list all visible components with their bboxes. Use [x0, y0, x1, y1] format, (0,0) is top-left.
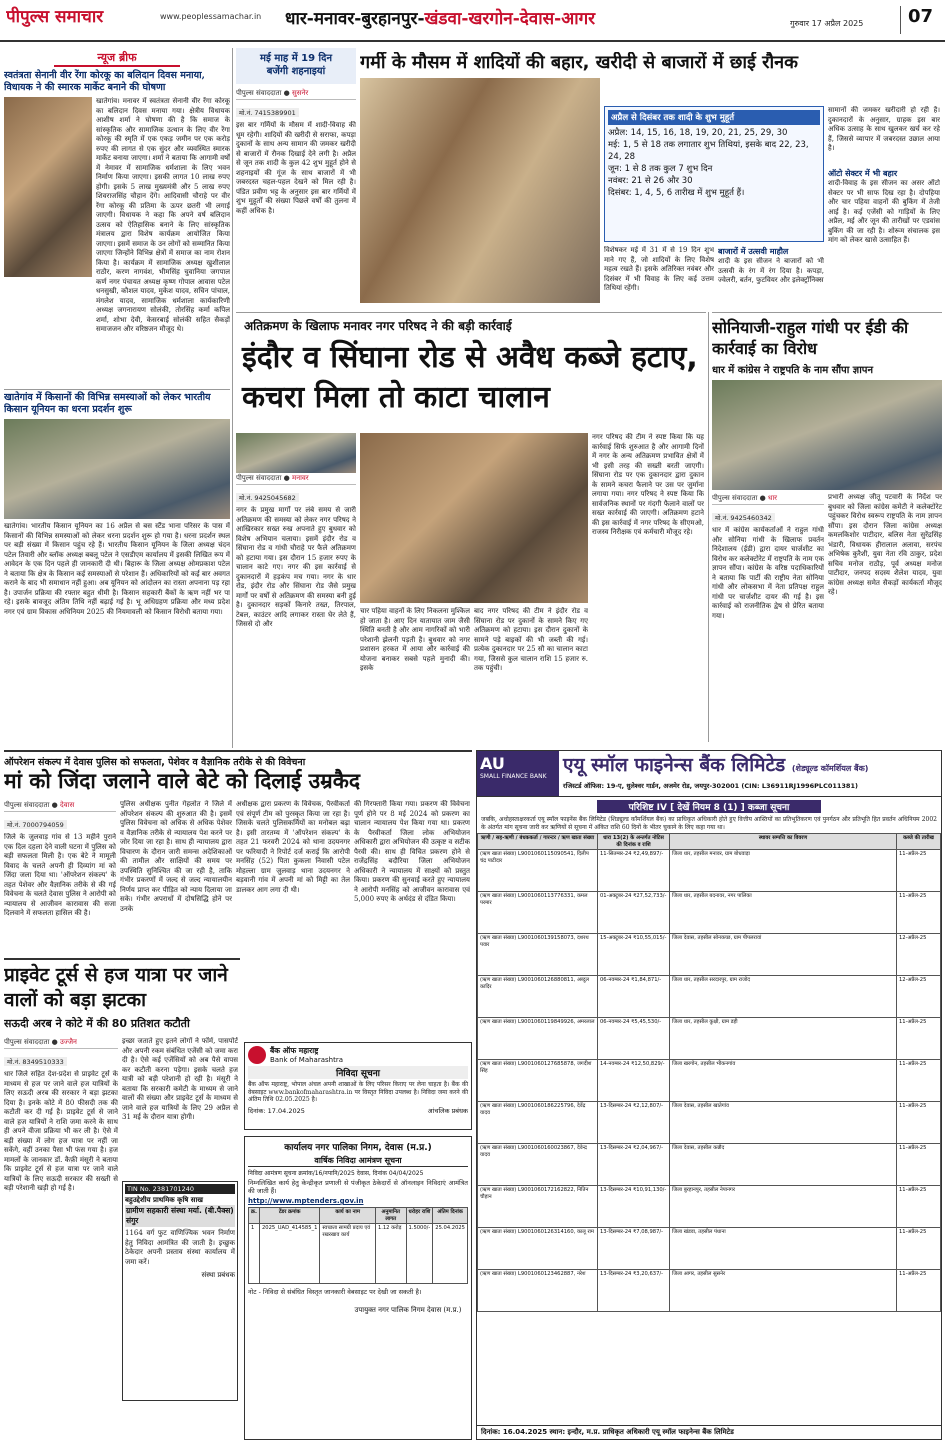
col-head: टेंडर क्रमांक — [259, 1208, 319, 1224]
police-body: जिले के जुलवाड़ गांव से 13 महीने पुराने एक दिल दहला देने वाली घटना में पुलिस को बड़ी सफलता मिली है। एक बेटे ने मामूली विवाद के चलते अपनी ही दिव्यांग मां को जिंदा जला दिया था। 'ऑपरेशन संकल्प' के तहत पेशेवर और वैज्ञानिक तरीके से की गई विवेचना के चलते देवास पुलिस ने आरोपी को न्यायालय से आजीवन कारावास की सजा दिलवाने में सफलता हासिल की है। — [4, 833, 116, 917]
col-head: क्र. — [249, 1208, 260, 1224]
wedding-shopping-photo — [360, 78, 600, 303]
cell: (ऋण खाता संख्या) L9001060115090541, दिलीप चंद्र पाटीदार — [478, 850, 598, 892]
table-row — [478, 976, 941, 1018]
encroach-body-4: नगर परिषद की टीम ने स्पष्ट किया कि यह कार्रवाई सिर्फ शुरुआत है और आगामी दिनों में नगर के अन्य अतिक्रमण प्रभावित क्षेत्रों में भी इसी तरह की सख्ती बरती जाएगी। सिंघाना रोड पर एक दुकानदार द्वारा दुकान के सामने कचरा फैलाने पर उस पर जुर्माना लगाया गया। नगर परिषद ने स्पष्ट किया कि सार्वजनिक स्थानों पर गंदगी फैलाने वालों पर सख्त कार्रवाई की जाएगी। अतिक्रमण हटाने की इस कार्रवाई में नगर परिषद के सीएमओ, राजस्व निरीक्षक एवं कर्मचारी मौजूद रहे। — [592, 433, 704, 536]
city: उज्जैन — [60, 1038, 77, 1046]
table-row — [478, 934, 941, 976]
cell: 11-अप्रैल-25 — [897, 1144, 941, 1186]
coop-tin: TIN No. 2381701240 — [125, 1184, 235, 1194]
reporter: पीपुल्स संवाददाता — [4, 801, 50, 809]
nagar-sign: उपायुक्त नगर पालिक निगम देवास (म.प्र.) — [354, 1306, 462, 1314]
coop-notice — [122, 1181, 238, 1401]
table-row — [478, 1186, 941, 1228]
cell: 11-अप्रैल-25 — [897, 1018, 941, 1060]
encroachment-story — [236, 312, 706, 742]
muhurat-box-title: अप्रैल से दिसंबर तक शादी के शुभ मुहूर्त — [608, 110, 820, 125]
korku-statue-photo — [4, 97, 92, 277]
au-title: एयू स्मॉल फाइनेन्स बैंक लिमिटेड — [563, 754, 786, 776]
encroach-byline: पीपुल्स संवाददाता ● मनावर — [236, 473, 356, 485]
muhurat-item: दिसंबर: 1, 4, 5, 6 तारीख में शुभ मुहूर्त हैं। — [608, 188, 745, 198]
cell: 13-दिसम्बर-24 ₹10,91,130/- — [598, 1186, 670, 1228]
wedding-body: इस बार गर्मियों के मौसम में शादी-विवाह की धूम रहेगी। शादियों की खरीदी से सराफा, कपड़ा दुकानों के साथ अन्य सामान की जमकर खरीदी से बाजारों में रौनक दिखाई देने लगी है। अप्रैल से जून तक शादी के कुल 42 शुभ मुहूर्त होने से शहनाइयों की गूंज के साथ बाजारों में भी जबरदस्त चहल-पहल देखने को मिल रही है। पंडित प्रवीण भट्ट के अनुसार इस बार गर्मियों में शुभ मुहूर्तों की संख्या पिछले वर्षों की तुलना में कहीं अधिक है। — [236, 121, 356, 215]
wedding-body-4: सामानों की जमकर खरीदारी हो रही है। दुकानदारों के अनुसार, ग्राहक इस बार अधिक उत्साह के साथ खुलकर खर्च कर रहे हैं, जिससे व्यापार में जबरदस्त उछाल आया है। — [828, 106, 940, 152]
encroach-kicker: अतिक्रमण के खिलाफ मनावर नगर परिषद ने की बड़ी कार्रवाई — [244, 319, 512, 333]
cell: 25.04.2025 — [433, 1224, 468, 1284]
col-head: कब्जे की तारीख — [897, 834, 941, 850]
au-notice-head: परिशिष्ट IV [ देखें नियम 8 (1) ] कब्जा सूचना — [597, 800, 821, 813]
cell: जिला धार, तहसील सरदारपुर, ग्राम राजोद — [670, 976, 897, 1018]
cell: जिला बुरहानपुर, तहसील नेपानगर — [670, 1186, 897, 1228]
bom-name-en: Bank of Maharashtra — [270, 1056, 343, 1064]
cell: (ऋण खाता संख्या) L9001060123462887, नरेश — [478, 1270, 598, 1312]
congress-story — [712, 312, 942, 742]
hajj-headline[interactable]: प्राइवेट टूर्स से हज यात्रा पर जाने वालों को बड़ा झटका — [4, 964, 228, 1011]
cell: 13-दिसम्बर-24 ₹2,04,967/- — [598, 1144, 670, 1186]
sub-head-market: बाजारों में उत्सवी माहौल — [718, 247, 789, 256]
cell: 06-नवम्बर-24 ₹1,84,871/- — [598, 976, 670, 1018]
col-head: अनुमानित लागत — [375, 1208, 406, 1224]
police-story — [4, 750, 472, 955]
sub-head-auto: ऑटो सेक्टर में भी बहार — [828, 169, 898, 178]
col-head: ऋणी / सह-ऋणी / बंधककर्ता / गारन्टर / ऋण खाता संख्या — [478, 834, 598, 850]
news-brief-tag: न्यूज ब्रीफ — [54, 50, 180, 67]
au-intro: जबकि, अधोहस्ताक्षरकर्ता एयू स्मॉल फाइनेंस बैंक लिमिटेड (शिड्यूल्ड कॉमर्शियल बैंक) का प्राधिकृत अधिकारी होते हुए वित्तीय आस्तियों का प्रतिभूतिकरण एवं पुनर्गठन और प्रतिभूति हित प्रवर्तन अधिनियम 2002 के अंतर्गत मांग सूचना जारी कर ऋणियों से सूचना में अंकित राशि 60 दिनों के भीतर चुकाने के लिए कहा गया था। — [481, 816, 937, 831]
kicker-line-2: बजेंगी शहनाइयां — [266, 66, 326, 77]
au-logo-sub: SMALL FINANCE BANK — [480, 773, 547, 780]
wedding-headline[interactable]: गर्मी के मौसम में शादियों की बहार, खरीदी से बाजारों में छाई रौनक — [360, 52, 798, 73]
reporter-mobile: मो.नं. 7000794059 — [4, 820, 67, 829]
brief-body-1: खातेगांव। मनावर में स्वतंत्रता सेनानी वीर रेंगा कोरकू का बलिदान दिवस मनाया गया। क्षेत्रीय विधायक आशीष शर्मा ने घोषणा की है कि समाज के सांस्कृतिक और सामाजिक उत्थान के लिए वीर रेंगा कोरकू की स्मृति में एक एकड़ जमीन पर एक करोड़ रुपए की लागत से एक सुंदर और व्यवस्थित स्मारक मार्केट बनाया जाएगा। शर्मा ने बताया कि आगामी वर्षों में नेमावर में सामाजिक धर्मशाला के लिए भवन निर्माण किया जाएगा। इसकी लागत 10 लाख रुपए होगी। इसके 5 लाख मुख्यमंत्री और 5 लाख रुपए शिवराजसिंह चौहान देंगे। आदिवासी चौराहे पर वीर रेंगा कोरकू की प्रतिमा के ऊपर छतरी भी लगाई जाएगी। विधायक ने कहा कि अपने वर्ष बलिदान उत्सव को ऐतिहासिक बनाने के लिए सांस्कृतिक मंत्रालय द्वारा विशेष कार्यक्रम आयोजित किया जाएगा। इसमें समाज के उन लोगों को सम्मानित किया जाएगा जिन्होंने विभिन्न क्षेत्रों में समाज का नाम रोशन किया है। कार्यक्रम में सामाजिक अध्यक्ष खुशीलाल राठौर, करण नागवंश, भीमसिंह चुवानिया जगपाल कर्ण नगर पंचायत अध्यक्ष कृष्ण गोपाल आवास पटेल धनसुखी, कौशल यादव, मुकेश यादव, सचिन पांचाल, मंगलेश यादव, सामाजिक धर्मशाला कार्यकारिणी अध्यक्ष जगनारायण सोलंकी, तोरसिंह कर्मा कपिल शर्मा, शोभा देवी, केसरबाई सोलंकी सहित सैकड़ों समाजजन और वरिष्ठजन मौजूद थे। — [96, 97, 230, 333]
regions-red: खंडवा-खरगोन-देवास-आगर — [424, 9, 596, 29]
reporter-mobile: मो.नं. 9425460342 — [712, 513, 775, 522]
congress-byline: पीपुल्स संवाददाता ● धार — [712, 493, 824, 505]
cell: 11-अप्रैल-25 — [897, 1102, 941, 1144]
cell: जिला धार, तहसील मनावर, ग्राम बोधवाड़ा — [670, 850, 897, 892]
cell: 1 — [249, 1224, 260, 1284]
muhurat-item: जून: 1 से 8 तक कुल 7 शुभ दिन — [608, 164, 713, 174]
wedding-body-2: विशेषकर मई में 31 में से 19 दिन शुभ माने गए हैं, जो शादियों के लिए विशेष महत्व रखते हैं। इसके अतिरिक्त नवंबर और दिसंबर में भी विवाह के लिए कई उत्तम तिथियां रहेंगी। — [604, 246, 714, 292]
table-row — [478, 892, 941, 934]
cell: जिला देवास, तहसील खातेगांव — [670, 1102, 897, 1144]
hajj-byline: पीपुल्स संवाददाता ● उज्जैन — [4, 1037, 118, 1049]
hajj-story — [4, 958, 240, 1440]
hajj-body-2: इच्छा जताते हुए इतने लोगों ने फॉर्म, पासपोर्ट और अपनी रकम संबंधित एजेंसी को जमा करा दी है। ऐसे कई एजेंसियों को अब पैसे वापस कर कटौती करना पड़ेगा। इसके चलते हज यात्री को बड़ी परेशानी हो रही है। मंसूरी ने बताया कि सरकारी कमेटी के माध्यम से जाने वालों की संख्या और प्राइवेट टूर्स के माध्यम से जाने वाले हज यात्रियों के लिए 29 अप्रैल से 31 मई के दौरान यात्रा होगी। — [122, 1037, 238, 1121]
cell: (ऋण खाता संख्या) L9001060160023867, देवेन्द्र यादव — [478, 1144, 598, 1186]
congress-protest-photo — [712, 380, 942, 490]
coop-sign: संस्था प्रबंधक — [201, 1271, 235, 1279]
cell: जिला खरगोन, तहसील भीकनगांव — [670, 1060, 897, 1102]
police-body-4: की गिरफ्तारी किया गया। प्रकरण की विवेचना पूर्ण होने पर 8 मई 2024 को प्रकरण का चालान न्यायालय पेश किया गया था। प्रकरण के पैरवीकर्ता जिला लोक अभियोजन अधिकारी द्वारा अभियोजन की उत्कृष्ट व सटीक पैरवी की। साथ ही विचित प्रकरण होने से राजेंद्रसिंह बदौरिया जिला अभियोजन अधिकारी ने न्यायालय में साक्ष्यों को प्रस्तुत किया। प्रकरण की सुनवाई करते हुए न्यायालय ने आरोपी मनसिंह को आजीवन कारावास एवं 5,000 रुपए के अर्थदंड से दंडित किया। — [354, 800, 470, 903]
cell: 14-नवम्बर-24 ₹12,50,829/- — [598, 1060, 670, 1102]
col-head: स्थावर सम्पत्ति का विवरण — [670, 834, 897, 850]
reporter-mobile: मो.नं. 8349510333 — [4, 1057, 67, 1066]
wedding-body-5: शादी-विवाह के इस सीजन का असर ऑटो सेक्टर पर भी साफ दिख रहा है। दोपहिया और चार पहिया वाहनों की बुकिंग में तेजी आई है। कई एजेंसी को गाड़ियों के लिए अप्रैल, मई और जून की तारीखों पर एडवांस बुकिंग की जा रही है। शोरूम संचालक इस मांग को लेकर खासे उत्साहित हैं। — [828, 179, 940, 244]
cell: जिला देवास, तहसील कन्नौद — [670, 1144, 897, 1186]
cell: (ऋण खाता संख्या) L9001060113776331, कमल परमार — [478, 892, 598, 934]
police-byline: पीपुल्स संवाददाता ● देवास — [4, 800, 116, 812]
cell: (ऋण खाता संख्या) L9001060126314160, कालू राम — [478, 1228, 598, 1270]
cell: जिला देवास, तहसील सोनकच्छ, ग्राम पीपलरावां — [670, 934, 897, 976]
col-head: धारा 13(2) के अन्तर्गत नोटिस की दिनांक व राशि — [598, 834, 670, 850]
kicker-line-1: मई माह में 19 दिन — [259, 53, 333, 64]
reporter: पीपुल्स संवाददाता — [236, 474, 282, 482]
cell: 11-अप्रैल-25 — [897, 1228, 941, 1270]
bom-logo-icon — [248, 1046, 266, 1064]
news-brief-column — [4, 48, 230, 748]
reporter: पीपुल्स संवाददाता — [236, 89, 282, 97]
congress-body: धार में कांग्रेस कार्यकर्ताओं ने राहुल गांधी और सोनिया गांधी के खिलाफ प्रवर्तन निदेशालय (ईडी) द्वारा दायर चार्जशीट का विरोध कर कलेक्टोरेट में राष्ट्रपति के नाम एक ज्ञापन सौंपा। कांग्रेस के वरिष्ठ पदाधिकारियों ने बताया कि पार्टी की राष्ट्रीय नेता सोनिया गांधी और लोकसभा में नेता प्रतिपक्ष राहुल गांधी पर चार्जशीट दायर की गई है। इस कार्रवाई को राजनीतिक द्वेष से प्रेरित बताया गया। — [712, 526, 824, 620]
cell: 13-दिसम्बर-24 ₹2,12,807/- — [598, 1102, 670, 1144]
brief-headline-1[interactable]: स्वतंत्रता सेनानी वीर रेंगा कोरकू का बलिदान दिवस मनाया, विधायक ने की स्मारक मार्केट बनाने की घोषणा — [4, 70, 205, 93]
hajj-body: धार जिले सहित देश-प्रदेश से प्राइवेट टूर्स के माध्यम से हज पर जाने वाले हज यात्रियों के लिए सऊदी अरब की सरकार ने बड़ा झटका दिया है। इनके कोटे में 80 फीसदी तक की कटौती कर दी गई है। प्राइवेट टूर्स से जाने वाले हज यात्रियों ने राशि जमा करने के साथ ही अपने वीजा प्रक्रिया भी कर ली है। ऐसे में बड़ी संख्या में लोग हज यात्रा पर नहीं जा सकेंगे, वहीं उनका पैसा भी फंस गया है। हज मामलों के जानकार डॉ. कैफ़ी मंसूरी ने बताया कि प्राइवेट टूर्स से हज यात्रा पर जाने वाले यात्रियों के लिए सऊदी सरकार की सख्ती से बड़ी परेशानी खड़ी हो गई है। — [4, 1070, 118, 1192]
reporter-mobile: मो.नं. 9425045682 — [236, 493, 299, 502]
cell: (ऋण खाता संख्या) L9001060119849926, अमरलाल — [478, 1018, 598, 1060]
cell: (ऋण खाता संख्या) L9001060126880811, अब्दुल कादिर — [478, 976, 598, 1018]
muhurat-box — [604, 106, 824, 242]
bom-title: निविदा सूचना — [248, 1066, 468, 1079]
site-url[interactable]: www.peoplessamachar.in — [160, 12, 262, 21]
au-logo-text: AU — [480, 754, 505, 773]
table-row — [478, 1018, 941, 1060]
bom-body: बैंक ऑफ महाराष्ट्र, भोपाल अंचल अपनी शाखाओं के लिए परिसर किराए पर लेना चाहता है। बैंक की वेबसाइट www.bankofmaharashtra.in पर विस्तृत निविदा उपलब्ध है। निविदा जमा करने की अंतिम तिथि 02.05.2025 है। — [248, 1081, 468, 1103]
table-row — [478, 1228, 941, 1270]
bom-sign: आंचलिक प्रबंधक — [427, 1106, 468, 1115]
encroach-photo-large — [360, 433, 588, 603]
page-number: 07 — [900, 6, 940, 34]
wedding-kicker — [236, 48, 356, 84]
cell: स्वच्छता सामग्री प्रदाय एवं रखरखाव कार्य — [320, 1224, 376, 1284]
cell: 11-सितम्बर-24 ₹2,49,897/- — [598, 850, 670, 892]
col-head: धरोहर राशि — [406, 1208, 433, 1224]
nagar-site[interactable]: http://www.mptenders.gov.in — [248, 1197, 364, 1205]
table-row — [249, 1224, 468, 1284]
cell: 11-अप्रैल-25 — [897, 850, 941, 892]
bom-date: दिनांक: 17.04.2025 — [248, 1106, 305, 1115]
col-head: कार्य का नाम — [320, 1208, 376, 1224]
cell: 2025_UAD_414585_1 — [259, 1224, 319, 1284]
nagar-note: नोट - निविदा से संबंधित विस्तृत जानकारी वेबसाइट पर देखी जा सकती है। — [248, 1288, 422, 1296]
congress-headline[interactable]: सोनियाजी-राहुल गांधी पर ईडी की कार्रवाई का विरोध — [712, 318, 909, 358]
cell: 11-अप्रैल-25 — [897, 1060, 941, 1102]
nagar-ref: निविदा आमंत्रण सूचना क्रमांक/16/नपानि/2025 देवास, दिनांक 04/04/2025 — [248, 1170, 424, 1177]
cell: 1.5000/- — [406, 1224, 433, 1284]
encroach-headline[interactable]: इंदौर व सिंघाना रोड से अवैध कब्जे हटाए, कचरा मिला तो काटा चालान — [242, 340, 698, 415]
hajj-deck: सऊदी अरब ने कोटे में की 80 प्रतिशत कटौती — [4, 1017, 190, 1030]
cell: (ऋण खाता संख्या) L9001060139158073, दशरथ पवार — [478, 934, 598, 976]
police-body-2: पुलिस अधीक्षक पुनीत गेहलोत ने जिले में ऑपरेशन संकल्प की शुरुआत की है। इसमें पुलिस विवेचना को अधिक से अधिक पेशेवर व वैज्ञानिक तरीके से न्यायालय पेश करने पर जोर दिया जा रहा है। साथ ही न्यायालय द्वारा विचारण के दौरान जारी समन्स अदेशिकाओं की तामील और साक्षियों की समय पर उपस्थिति सुनिश्चित की जा रही है, ताकि गंभीर प्रकरणों में जल्द से जल्द न्यायालयीन निर्णय प्राप्त कर पीड़ित को न्याय दिलाया जा सके। गंभीर अपराधों में दोषसिद्धि होने पर उनके — [120, 800, 232, 913]
coop-body: 1164 वर्ग फुट वाणिज्यिक भवन निर्माण हेतु निविदा आमंत्रित की जाती है। इच्छुक ठेकेदार अपनी प्रस्ताव संस्था कार्यालय में जमा करें। — [125, 1229, 235, 1266]
police-body-3: अधीक्षक द्वारा प्रकरण के विवेचक, पैरवीकर्ता एवं संपूर्ण टीम को पुरस्कृत किया जा रहा है। जिसके चलते पुलिसकर्मियों का मनोबल बढ़ा है। इसी तारतम्य में 'ऑपरेशन संकल्प' के तहत 21 फरवरी 2024 को थाना उदयनगर पर फरियादी ने रिपोर्ट दर्ज कराई कि आरोपी मनसिंह (52) पिता कुकला निवासी पटेल मोहल्ला ग्राम जुलवाड़ थाना उदयनगर ने बड़वानी गांव में अपनी मां को मिट्टी का तेल डालकर आग लगा दी थी। — [236, 800, 350, 894]
cell: 06-नवम्बर-24 ₹5,45,530/- — [598, 1018, 670, 1060]
au-subtitle: (शेड्यूल्ड कॉमर्शियल बैंक) — [791, 764, 869, 773]
encroach-body-2: चार पहिया वाहनों के लिए निकलना मुश्किल हो जाता है। आए दिन यातायात जाम जैसी स्थिति बनती है और आम नागरिकों को भारी परेशानी झेलनी पड़ती है। बुधवार को नगर प्रशासन हरकत में आया और कार्रवाई की योजना बनाकर सबसे पहले मुनादी की। इसके — [360, 607, 470, 672]
wedding-byline: पीपुल्स संवाददाता ● सुसनेर — [236, 88, 356, 100]
logo[interactable]: पीपुल्स समाचार — [6, 4, 156, 28]
city: मनावर — [292, 474, 309, 482]
table-row — [478, 850, 941, 892]
regions-black: धार-मनावर-बुरहानपुर- — [285, 9, 425, 29]
au-footer: दिनांक: 16.04.2025 स्थान: इन्दौर, म.प्र. प्राधिकृत अधिकारी एयू स्मॉल फाइनेन्स बैंक लिमिटेड — [477, 1425, 941, 1439]
cell: 13-दिसम्बर-24 ₹7,08,987/- — [598, 1228, 670, 1270]
wedding-body-3: शादी के इस सीजन ने बाजारों को भी उत्सवी के रंग में रंग दिया है। कपड़ा, ज्वेलरी, बर्तन, फुटवियर और इलेक्ट्रॉनिक्स — [718, 257, 824, 284]
encroach-photo-small — [236, 433, 356, 473]
police-kicker: ऑपरेशन संकल्प में देवास पुलिस को सफलता, पेशेवर व वैज्ञानिक तरीके से की विवेचना — [4, 757, 306, 768]
cell: 01-अक्टूबर-24 ₹27,52,733/- — [598, 892, 670, 934]
cell: 11-अप्रैल-25 — [897, 892, 941, 934]
cell: (ऋण खाता संख्या) L9001060186225796, देवेंद्र यादव — [478, 1102, 598, 1144]
au-address: रजिस्टर्ड ऑफिस: 19-ए, धुलेश्वर गार्डन, अजमेर रोड, जयपुर-302001 (CIN: L36911RJ1996PLC011381) — [563, 782, 858, 790]
encroach-body: नगर के प्रमुख मार्गों पर लंबे समय से जारी अतिक्रमण की समस्या को लेकर नगर परिषद ने आखिरकार सख्त रुख अपनाते हुए बुधवार को विशेष अभियान चलाया। इसमें इंदौर रोड व सिंघाना रोड व गांधी चौराहे पर फैले अतिक्रमण को हटाया गया। इस दौरान 15 हजार रुपए के चालान काटे गए। नगर की इस कार्रवाई से दुकानदारों में हड़कंप मच गया। नगर के धार रोड, इंदौर रोड और सिंघाना रोड जैसे प्रमुख मार्गों पर वर्षों से अतिक्रमण की समस्या बनी हुई है। दुकानदार सड़कों किनारे तख्त, तिरपाल, टेबल, काउंटर आदि लगाकर रास्ता घेर लेते हैं, जिससे दो और — [236, 506, 356, 628]
cell: 11-अप्रैल-25 — [897, 1186, 941, 1228]
nagar-notice — [244, 1136, 472, 1440]
cell: 11-अप्रैल-25 — [897, 1270, 941, 1312]
brief-body-2: खातेगांव। भारतीय किसान यूनियन का 16 अप्रैल से बस स्टैंड भाना परिसर के पास में किसानों की विभिन्न समस्याओं को लेकर धरना प्रदर्शन शुरू हो गया है। धरना प्रदर्शन स्थल पर बड़ी संख्या में किसान पहुंच रहे हैं। भारतीय किसान यूनियन के जिला अध्यक्ष चंदन पटेल तिवारी और ब्लॉक अध्यक्ष बबलू पटेल ने एसडीएम कार्यालय में इसकी लिखित रूप में आवेदन के एक दिन पहले ही जानकारी दी थी। बिहारू के जिला अध्यक्ष ओमप्रकाश पटेल ने बताया कि क्षेत्र के किसान कई समस्याओं से परेशान हैं। अधिकारियों को कई बार अवगत कराने के बाद भी समाधान नहीं हुआ। अब यूनियन को आंदोलन का रास्ता अपनाना पड़ रहा है। उपार्जन प्रक्रिया की रफ्तार बहुत धीमी है। किसान सहकारी बैंकों के ऋण नहीं भर पा रहे। इसके बावजूद अंतिम तिथि नहीं बढ़ाई गई है। भू अधिग्रहण प्रक्रिया और मध्य प्रदेश नगर एवं ग्राम विकास अधिनियम 2025 की नियमावली को किसान विरोधी बताया गया। — [4, 522, 230, 616]
farmers-protest-photo — [4, 419, 230, 519]
reporter: पीपुल्स संवाददाता — [4, 1038, 50, 1046]
cell: 12-अप्रैल-25 — [897, 934, 941, 976]
congress-deck: धार में कांग्रेस ने राष्ट्रपति के नाम सौंपा ज्ञापन — [712, 365, 874, 376]
congress-body-2: प्रभारी अध्यक्ष जीतू पटवारी के निर्देश पर बुधवार को जिला कांग्रेस कमेटी ने कलेक्टोरेट पहुंचकर विरोध स्वरूप राष्ट्रपति के नाम ज्ञापन सौंपा। इस दौरान जिला कांग्रेस अध्यक्ष कमलकिशोर पाटीदार, बलिस नेता सुरेंद्रसिंह भंडारी, विधायक हीरालाल अलावा, सरपंच अभिषेक कुरैशी, युवा नेता रवि ठाकुर, प्रदेश सचिव मनोज राठौड़, पूर्व अध्यक्ष मनोज पाटीदार, जनपद सदस्य शैलेश यादव, युवा कांग्रेस अध्यक्ष समेत सैकड़ों कार्यकर्ता मौजूद रहे। — [828, 493, 942, 596]
nagar-title: कार्यालय नगर पालिका निगम, देवास (म.प्र.) — [284, 1143, 432, 1153]
encroach-body-3: बाद नगर परिषद की टीम ने इंदौर रोड व सिंघाना रोड पर दुकानों के सामने किए गए अतिक्रमण को हटाया। इस दौरान दुकानों के सामने पड़े बाइकों की भी जब्ती की गई। प्रत्येक दुकानदार पर 25 सौ का चालान काटा गया, जिससे कुल चालान राशि 15 हजार रु. तक पहुंची। — [474, 607, 588, 672]
cell: 12-अप्रैल-25 — [897, 976, 941, 1018]
col-head: अंतिम दिनांक — [433, 1208, 468, 1224]
coop-sub: बहुउद्देशीय प्राथमिक कृषि साख — [125, 1196, 204, 1204]
cell: जिला आगर, तहसील सुसनेर — [670, 1270, 897, 1312]
table-row — [478, 1060, 941, 1102]
region-banner — [285, 6, 840, 32]
wedding-story — [236, 48, 942, 308]
brief-headline-2[interactable]: खातेगांव में किसानों की विभिन्न समस्याओं को लेकर भारतीय किसान यूनियन का धरना प्रदर्शन शुरू — [4, 389, 230, 416]
city: देवास — [60, 801, 75, 809]
police-headline[interactable]: मां को जिंदा जलाने वाले बेटे को दिलाई उम्रकैद — [4, 769, 360, 793]
cell: जिला धार, तहसील कुक्षी, ग्राम डही — [670, 1018, 897, 1060]
cell: जिला खंडवा, तहसील पंधाना — [670, 1228, 897, 1270]
au-possession-table — [477, 833, 941, 1312]
cell: 15-अक्टूबर-24 ₹10,55,015/- — [598, 934, 670, 976]
table-row — [478, 1270, 941, 1312]
muhurat-item: मई: 1, 5 से 18 तक लगातार शुभ तिथियां, इसके बाद 22, 23, 24, 28 — [608, 140, 809, 162]
coop-title: ग्रामीण सहकारी संस्था मर्या. (बी.पैक्स) संगुर — [126, 1206, 234, 1225]
reporter-mobile: मो.नं. 7415389901 — [236, 108, 299, 117]
bom-notice — [244, 1042, 472, 1130]
cell: 1.12 करोड़ — [375, 1224, 406, 1284]
reporter: पीपुल्स संवाददाता — [712, 494, 758, 502]
cell: (ऋण खाता संख्या) L9001060127685878, जगदीश सिंह — [478, 1060, 598, 1102]
bom-name: बैंक ऑफ महाराष्ट्र — [270, 1046, 319, 1055]
muhurat-item: अप्रैल: 14, 15, 16, 18, 19, 20, 21, 25, 29, 30 — [608, 128, 788, 138]
table-row — [478, 1144, 941, 1186]
au-bank-notice — [476, 750, 942, 1440]
cell: जिला धार, तहसील बदनावर, नगर पालिका — [670, 892, 897, 934]
muhurat-item: नवंबर: 21 से 26 और 30 — [608, 176, 693, 186]
cell: (ऋण खाता संख्या) L9001060172162822, नितिन चौहान — [478, 1186, 598, 1228]
city: सुसनेर — [292, 89, 309, 97]
masthead — [0, 0, 945, 42]
table-row — [478, 1102, 941, 1144]
nagar-body: निम्नलिखित कार्य हेतु केन्द्रीकृत प्रणाली से पंजीकृत ठेकेदारों से ऑनलाइन निविदाएं आमंत्रित की जाती हैं। — [248, 1179, 468, 1195]
cell: 13-दिसम्बर-24 ₹3,20,637/- — [598, 1270, 670, 1312]
nagar-subtitle: वार्षिक निविदा आमंत्रण सूचना — [248, 1155, 468, 1167]
au-logo — [477, 751, 559, 796]
issue-date: गुरुवार 17 अप्रैल 2025 — [790, 19, 864, 28]
nagar-tender-table — [248, 1207, 468, 1284]
city: धार — [768, 494, 777, 502]
